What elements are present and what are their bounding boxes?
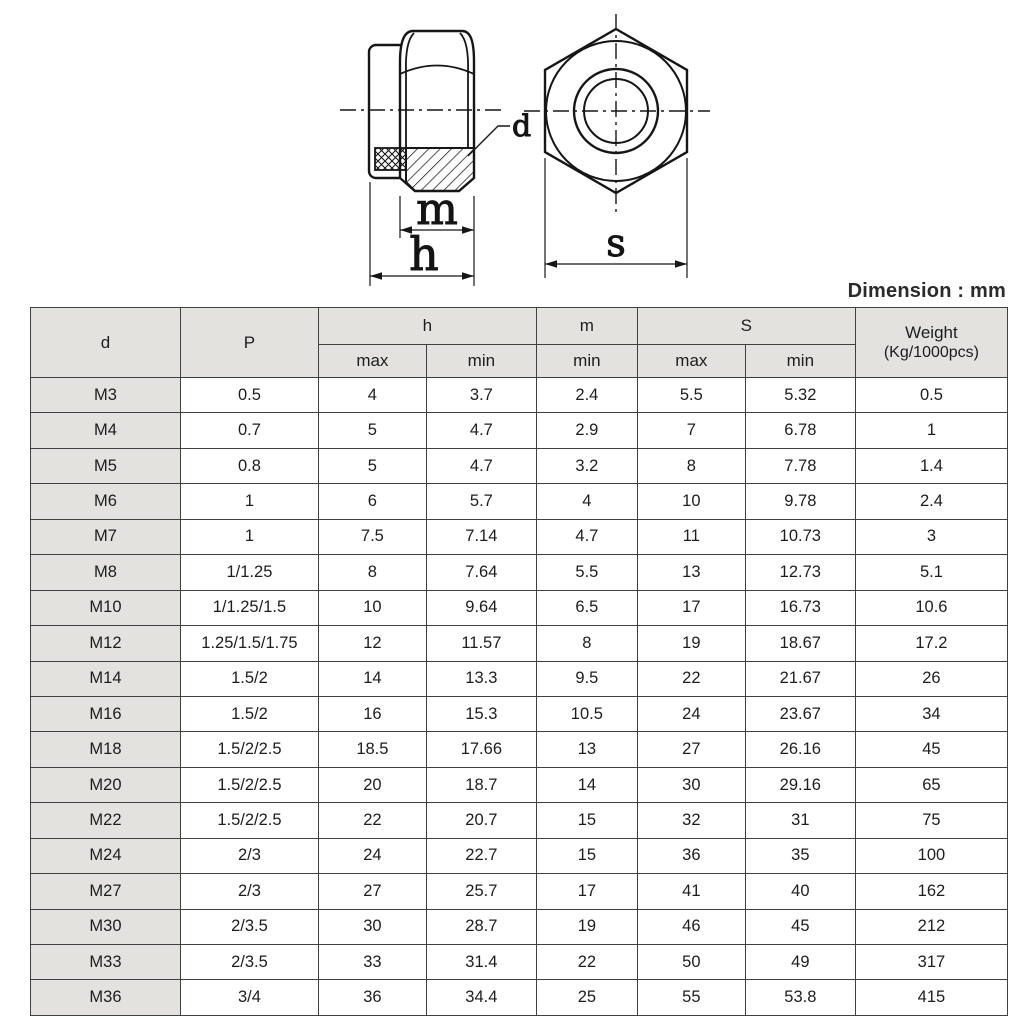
row-size-label: M12 — [31, 626, 181, 661]
table-row — [31, 803, 1008, 838]
spec-table-body — [31, 378, 1008, 1016]
spec-cell: 46 — [637, 909, 745, 944]
table-row — [31, 945, 1008, 980]
spec-cell: 1/1.25 — [180, 555, 318, 590]
subheader-m-min: min — [536, 345, 637, 378]
spec-cell: 34.4 — [426, 980, 536, 1016]
row-size-label: M16 — [31, 696, 181, 731]
dim-label-s: s — [606, 221, 626, 265]
row-size-label: M27 — [31, 874, 181, 909]
spec-cell: 22 — [536, 945, 637, 980]
col-header-p: P — [180, 308, 318, 378]
spec-cell: 27 — [318, 874, 426, 909]
table-row — [31, 838, 1008, 873]
row-size-label: M8 — [31, 555, 181, 590]
spec-cell: 19 — [637, 626, 745, 661]
spec-cell: 1.5/2 — [180, 661, 318, 696]
row-size-label: M4 — [31, 413, 181, 448]
table-row — [31, 874, 1008, 909]
spec-cell: 36 — [318, 980, 426, 1016]
spec-cell: 20.7 — [426, 803, 536, 838]
spec-cell: 10.6 — [855, 590, 1007, 625]
spec-cell: 1.4 — [855, 448, 1007, 483]
spec-cell: 25 — [536, 980, 637, 1016]
spec-cell: 10.5 — [536, 696, 637, 731]
spec-cell: 31 — [745, 803, 855, 838]
row-size-label: M3 — [31, 378, 181, 413]
spec-cell: 5.32 — [745, 378, 855, 413]
dim-label-d: d — [512, 109, 532, 144]
subheader-h-min: min — [426, 345, 536, 378]
spec-cell: 0.8 — [180, 448, 318, 483]
spec-cell: 33 — [318, 945, 426, 980]
spec-cell: 7.78 — [745, 448, 855, 483]
spec-cell: 53.8 — [745, 980, 855, 1016]
spec-cell: 8 — [536, 626, 637, 661]
spec-cell: 16 — [318, 696, 426, 731]
spec-cell: 10.73 — [745, 519, 855, 554]
spec-cell: 18.5 — [318, 732, 426, 767]
s-arrow-left — [545, 260, 557, 268]
spec-cell: 4.7 — [426, 448, 536, 483]
spec-cell: 1 — [180, 484, 318, 519]
subheader-s-min: min — [745, 345, 855, 378]
spec-cell: 15 — [536, 803, 637, 838]
table-row — [31, 767, 1008, 802]
s-arrow-right — [675, 260, 687, 268]
spec-cell: 9.78 — [745, 484, 855, 519]
spec-cell: 4.7 — [426, 413, 536, 448]
spec-cell: 1.25/1.5/1.75 — [180, 626, 318, 661]
spec-cell: 17 — [536, 874, 637, 909]
row-size-label: M6 — [31, 484, 181, 519]
spec-cell: 17.66 — [426, 732, 536, 767]
row-size-label: M30 — [31, 909, 181, 944]
spec-cell: 2/3.5 — [180, 909, 318, 944]
spec-table — [30, 307, 1008, 1016]
spec-cell: 30 — [637, 767, 745, 802]
spec-cell: 6.78 — [745, 413, 855, 448]
spec-cell: 317 — [855, 945, 1007, 980]
spec-cell: 13 — [536, 732, 637, 767]
row-size-label: M24 — [31, 838, 181, 873]
spec-cell: 14 — [318, 661, 426, 696]
spec-cell: 5 — [318, 448, 426, 483]
spec-cell: 2/3 — [180, 838, 318, 873]
spec-cell: 21.67 — [745, 661, 855, 696]
spec-cell: 36 — [637, 838, 745, 873]
spec-cell: 24 — [637, 696, 745, 731]
subheader-h-max: max — [318, 345, 426, 378]
section-hatch-nylon-insert — [375, 148, 406, 170]
spec-cell: 9.5 — [536, 661, 637, 696]
spec-cell: 4 — [318, 378, 426, 413]
spec-cell: 20 — [318, 767, 426, 802]
spec-cell: 75 — [855, 803, 1007, 838]
spec-cell: 3/4 — [180, 980, 318, 1016]
spec-cell: 26 — [855, 661, 1007, 696]
spec-cell: 28.7 — [426, 909, 536, 944]
spec-cell: 22.7 — [426, 838, 536, 873]
row-size-label: M14 — [31, 661, 181, 696]
spec-cell: 1.5/2/2.5 — [180, 767, 318, 802]
spec-cell: 41 — [637, 874, 745, 909]
subheader-s-max: max — [637, 345, 745, 378]
spec-cell: 9.64 — [426, 590, 536, 625]
h-arrow-right — [462, 272, 474, 280]
spec-cell: 1.5/2/2.5 — [180, 803, 318, 838]
spec-cell: 14 — [536, 767, 637, 802]
spec-cell: 5.5 — [637, 378, 745, 413]
spec-cell: 30 — [318, 909, 426, 944]
weight-unit-label: (Kg/1000pcs) — [883, 344, 979, 362]
spec-cell: 17.2 — [855, 626, 1007, 661]
spec-cell: 24 — [318, 838, 426, 873]
spec-cell: 22 — [318, 803, 426, 838]
spec-cell: 1.5/2/2.5 — [180, 732, 318, 767]
spec-cell: 3 — [855, 519, 1007, 554]
spec-cell: 23.67 — [745, 696, 855, 731]
spec-cell: 100 — [855, 838, 1007, 873]
spec-cell: 13 — [637, 555, 745, 590]
table-row — [31, 980, 1008, 1016]
spec-cell: 40 — [745, 874, 855, 909]
row-size-label: M18 — [31, 732, 181, 767]
spec-cell: 0.5 — [180, 378, 318, 413]
spec-cell: 19 — [536, 909, 637, 944]
spec-cell: 8 — [318, 555, 426, 590]
spec-cell: 2.4 — [536, 378, 637, 413]
h-arrow-left — [370, 272, 382, 280]
row-size-label: M33 — [31, 945, 181, 980]
spec-cell: 12.73 — [745, 555, 855, 590]
spec-cell: 415 — [855, 980, 1007, 1016]
table-row — [31, 413, 1008, 448]
spec-cell: 15 — [536, 838, 637, 873]
spec-cell: 8 — [637, 448, 745, 483]
spec-cell: 2/3.5 — [180, 945, 318, 980]
spec-cell: 7.64 — [426, 555, 536, 590]
lock-nut-technical-drawing — [0, 0, 1024, 302]
spec-cell: 1 — [855, 413, 1007, 448]
table-row — [31, 484, 1008, 519]
spec-cell: 2.9 — [536, 413, 637, 448]
spec-cell: 11.57 — [426, 626, 536, 661]
spec-cell: 7.5 — [318, 519, 426, 554]
table-row — [31, 626, 1008, 661]
spec-cell: 10 — [318, 590, 426, 625]
m-arrow-right — [462, 226, 474, 234]
spec-cell: 7.14 — [426, 519, 536, 554]
spec-cell: 0.5 — [855, 378, 1007, 413]
row-size-label: M5 — [31, 448, 181, 483]
spec-cell: 4 — [536, 484, 637, 519]
spec-cell: 45 — [855, 732, 1007, 767]
spec-cell: 65 — [855, 767, 1007, 802]
table-row — [31, 519, 1008, 554]
spec-cell: 162 — [855, 874, 1007, 909]
table-row — [31, 909, 1008, 944]
col-header-s: S — [637, 308, 855, 345]
spec-cell: 55 — [637, 980, 745, 1016]
table-row — [31, 555, 1008, 590]
row-size-label: M22 — [31, 803, 181, 838]
spec-cell: 45 — [745, 909, 855, 944]
spec-cell: 5.7 — [426, 484, 536, 519]
spec-cell: 5.5 — [536, 555, 637, 590]
spec-cell: 18.67 — [745, 626, 855, 661]
col-header-m: m — [536, 308, 637, 345]
spec-cell: 13.3 — [426, 661, 536, 696]
spec-cell: 16.73 — [745, 590, 855, 625]
spec-cell: 26.16 — [745, 732, 855, 767]
spec-cell: 10 — [637, 484, 745, 519]
spec-cell: 35 — [745, 838, 855, 873]
row-size-label: M20 — [31, 767, 181, 802]
spec-cell: 27 — [637, 732, 745, 767]
spec-cell: 212 — [855, 909, 1007, 944]
front-view-drawing — [524, 14, 710, 278]
table-row — [31, 448, 1008, 483]
row-size-label: M36 — [31, 980, 181, 1016]
dim-label-m: m — [416, 184, 458, 235]
spec-cell: 18.7 — [426, 767, 536, 802]
table-row — [31, 732, 1008, 767]
table-row — [31, 590, 1008, 625]
dimension-unit-note: Dimension : mm — [847, 280, 1006, 302]
spec-cell: 5.1 — [855, 555, 1007, 590]
spec-cell: 2/3 — [180, 874, 318, 909]
spec-cell: 22 — [637, 661, 745, 696]
weight-label: Weight — [905, 322, 958, 342]
spec-cell: 7 — [637, 413, 745, 448]
spec-cell: 6.5 — [536, 590, 637, 625]
dim-label-h: h — [409, 227, 439, 281]
col-header-d: d — [31, 308, 181, 378]
spec-cell: 32 — [637, 803, 745, 838]
spec-cell: 1 — [180, 519, 318, 554]
spec-cell: 3.7 — [426, 378, 536, 413]
spec-cell: 11 — [637, 519, 745, 554]
col-header-h: h — [318, 308, 536, 345]
spec-cell: 49 — [745, 945, 855, 980]
spec-cell: 29.16 — [745, 767, 855, 802]
spec-cell: 2.4 — [855, 484, 1007, 519]
side-view-drawing — [340, 31, 531, 286]
spec-cell: 6 — [318, 484, 426, 519]
table-row — [31, 378, 1008, 413]
spec-cell: 1.5/2 — [180, 696, 318, 731]
spec-cell: 15.3 — [426, 696, 536, 731]
spec-cell: 12 — [318, 626, 426, 661]
spec-cell: 0.7 — [180, 413, 318, 448]
col-header-weight — [855, 308, 1007, 378]
spec-cell: 5 — [318, 413, 426, 448]
table-row — [31, 661, 1008, 696]
spec-cell: 3.2 — [536, 448, 637, 483]
spec-cell: 25.7 — [426, 874, 536, 909]
spec-cell: 1/1.25/1.5 — [180, 590, 318, 625]
spec-cell: 17 — [637, 590, 745, 625]
table-row — [31, 696, 1008, 731]
spec-cell: 31.4 — [426, 945, 536, 980]
spec-cell: 50 — [637, 945, 745, 980]
row-size-label: M7 — [31, 519, 181, 554]
spec-cell: 34 — [855, 696, 1007, 731]
spec-cell: 4.7 — [536, 519, 637, 554]
row-size-label: M10 — [31, 590, 181, 625]
